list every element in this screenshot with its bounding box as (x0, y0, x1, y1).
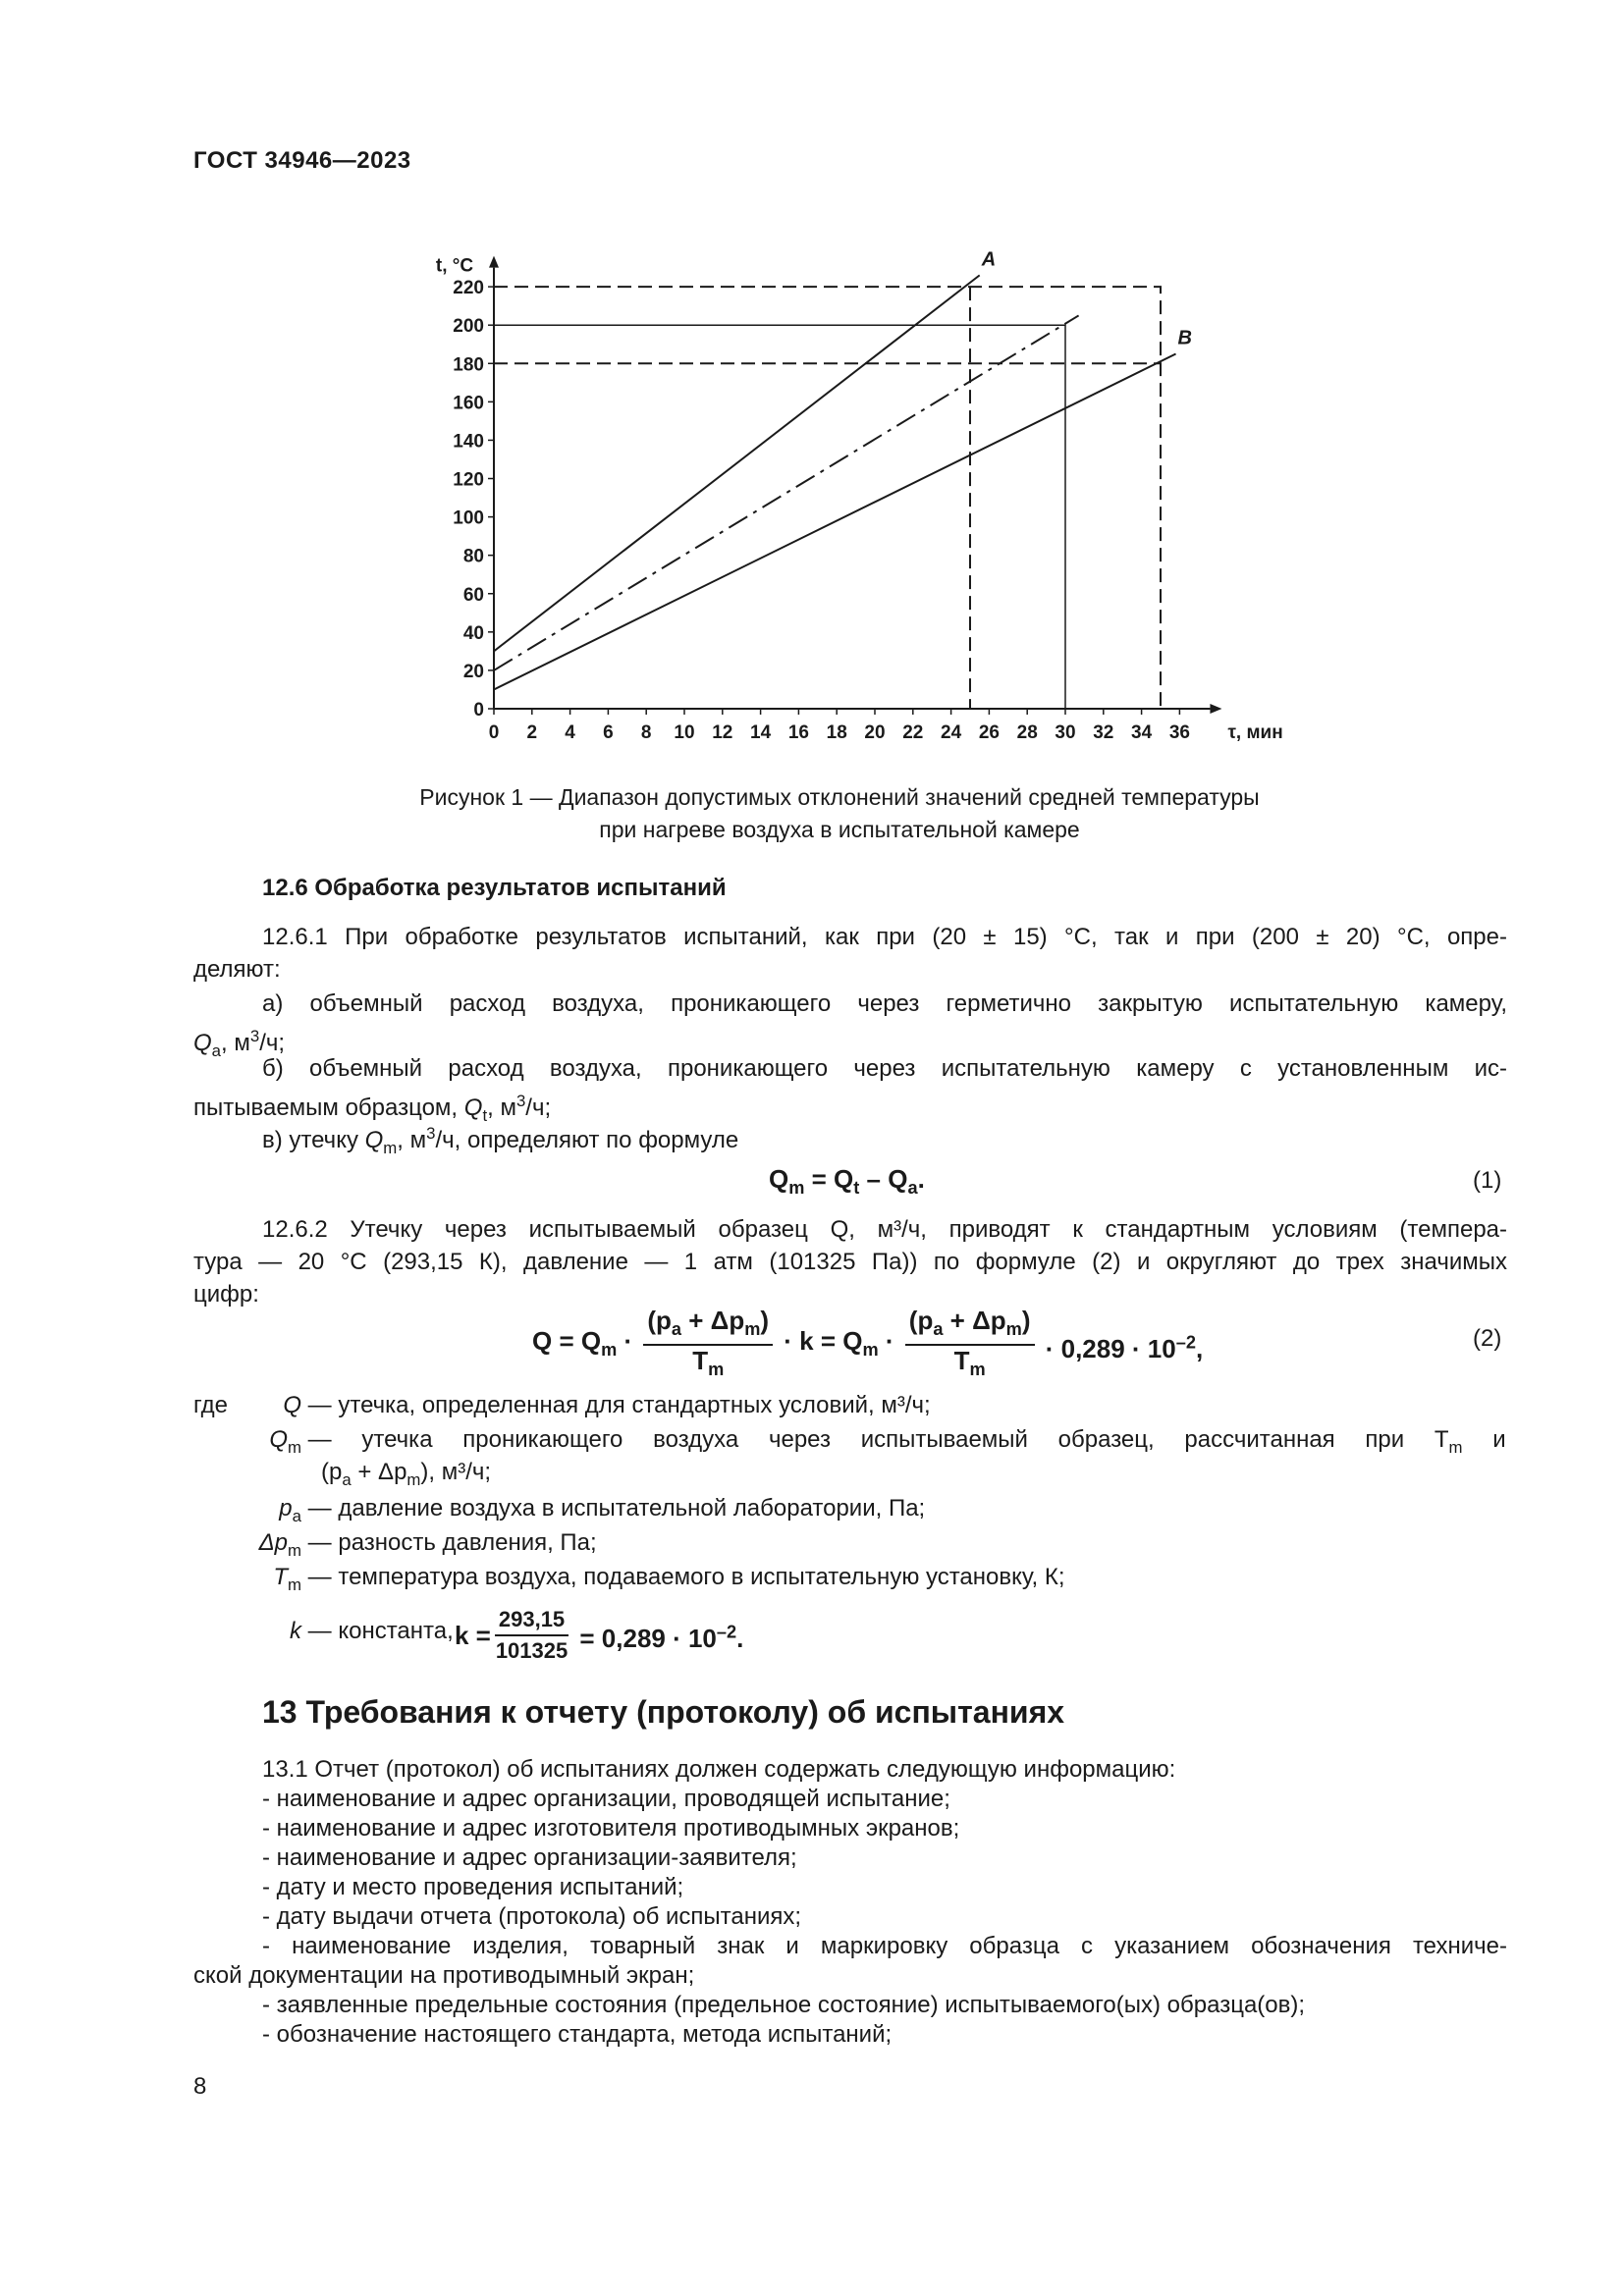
chart-svg (373, 221, 1296, 761)
series-line (494, 275, 980, 651)
series-line (494, 315, 1079, 669)
x-tick-label: 16 (787, 722, 809, 743)
x-tick-label: 6 (603, 722, 614, 743)
x-tick-label: 24 (941, 722, 962, 743)
equation-2: $Q = Q_m$ · $\frac{(p_a + \Delta p_m)}{T_m}$ · $k = Q_m$ · $\frac{(p_a + \Delta p_m)}{T_m}$ · $0,289 \cdot 10^{-2}$, (532, 1306, 1203, 1384)
x-tick-label: 4 (565, 722, 575, 743)
x-tick-label: 2 (526, 722, 538, 743)
y-tick-label: 220 (453, 278, 484, 299)
x-tick-label: 0 (488, 722, 500, 743)
x-axis-arrow (1210, 704, 1221, 714)
section-13-heading: 13 Требования к отчету (протоколу) об испытаниях (262, 1694, 1065, 1730)
series-label: A (981, 248, 997, 271)
s13-item-7: - заявленные предельные состояния (предельное состояние) испытываемого(ых) образца(ов); (262, 1992, 1306, 2018)
x-tick-label: 8 (640, 722, 652, 743)
y-tick-label: 100 (453, 507, 484, 529)
reference-line (494, 287, 1161, 709)
eq2-fraction-2: $\frac{(p_a + \Delta p_m)}{T_m}$ (905, 1306, 1035, 1384)
item-b-line1: б) объемный расход воздуха, проникающего через испытательную камеру с установленным ис- (262, 1055, 1507, 1082)
x-tick-label: 14 (750, 722, 772, 743)
s13-item-1: - наименование и адрес организации, проводящей испытание; (262, 1786, 950, 1812)
p-12-6-2-line1: 12.6.2 Утечку через испытываемый образец Q, м³/ч, приводят к стандартным условиям (темпера- (262, 1216, 1507, 1243)
def-qm-line2: $(p_a + \Delta p_m)$, м³/ч; (321, 1459, 492, 1489)
equation-2-number: (2) (1473, 1325, 1502, 1352)
k-fraction: $\frac{293,15}{101325}$ (495, 1607, 568, 1663)
y-tick-label: 80 (462, 546, 484, 567)
y-axis-arrow (489, 256, 499, 268)
x-tick-label: 32 (1093, 722, 1114, 743)
p-12-6-2-line3: цифр: (193, 1281, 259, 1308)
y-tick-label: 60 (462, 584, 484, 606)
s13-item-5: - дату выдачи отчета (протокола) об испытаниях; (262, 1903, 802, 1930)
caption-line-1: Рисунок 1 — Диапазон допустимых отклонений значений средней температуры (419, 784, 1260, 810)
x-axis-label: τ, мин (1227, 722, 1283, 743)
x-tick-label: 34 (1131, 722, 1153, 743)
where-intro: где (193, 1392, 229, 1418)
y-tick-label: 140 (453, 431, 484, 453)
def-k: k — константа, (290, 1618, 454, 1644)
def-tm: $T_m$ — температура воздуха, подаваемого в испытательную установку, К; (273, 1564, 1065, 1594)
section-12-6-heading: 12.6 Обработка результатов испытаний (262, 875, 727, 901)
s13-intro: 13.1 Отчет (протокол) об испытаниях должен содержать следующую информацию: (262, 1756, 1176, 1783)
def-dpm: $\Delta p_m$ — разность давления, Па; (258, 1529, 597, 1560)
y-tick-label: 40 (462, 622, 484, 644)
y-tick-label: 200 (453, 316, 484, 338)
series-label: B (1177, 327, 1192, 349)
series-line (494, 354, 1176, 690)
k-formula: k = $\frac{293,15}{101325}$ = $0,289 \cdot 10^{-2}$. (455, 1605, 743, 1666)
p-12-6-2-line2: тура — 20 °С (293,15 К), давление — 1 атм (101325 Па)) по формуле (2) и округляют до трех значимых (193, 1249, 1507, 1275)
x-tick-label: 36 (1168, 722, 1190, 743)
document-code: ГОСТ 34946—2023 (193, 147, 411, 174)
figure-caption (295, 781, 1384, 846)
reference-line (494, 325, 1065, 709)
equation-1-number: (1) (1473, 1167, 1502, 1194)
item-a-line2: $Q_a$, $м^3/ч$; (193, 1027, 286, 1060)
s13-item-2: - наименование и адрес изготовителя противодымных экранов; (262, 1815, 960, 1842)
equation-1: $Q_m = Q_t - Q_a$. (769, 1164, 925, 1199)
page-number: 8 (193, 2073, 207, 2100)
s13-item-8: - обозначение настоящего стандарта, метода испытаний; (262, 2021, 893, 2048)
caption-line-2: при нагреве воздуха в испытательной камере (599, 817, 1080, 842)
y-axis-label: t, °C (435, 255, 474, 277)
def-pa: $p_a$ — давление воздуха в испытательной лаборатории, Па; (279, 1495, 926, 1525)
y-tick-label: 0 (473, 700, 484, 721)
item-c: в) утечку $Q_m$, $м^3/ч$, определяют по формуле (262, 1124, 739, 1157)
def-q: Q — утечка, определенная для стандартных условий, м³/ч; (283, 1392, 931, 1418)
x-tick-label: 28 (1016, 722, 1038, 743)
x-tick-label: 10 (674, 722, 695, 743)
y-tick-label: 180 (453, 354, 484, 376)
s13-item-3: - наименование и адрес организации-заявителя; (262, 1844, 797, 1871)
item-a-line1: а) объемный расход воздуха, проникающего через герметично закрытую испытательную камеру, (262, 990, 1507, 1017)
x-tick-label: 12 (712, 722, 733, 743)
s13-item-6: - наименование изделия, товарный знак и маркировку образца с указанием обозначения техниче- (262, 1933, 1507, 1959)
eq2-fraction-1: $\frac{(p_a + \Delta p_m)}{T_m}$ (643, 1306, 773, 1384)
x-tick-label: 26 (978, 722, 1000, 743)
def-qm: $Q_m$ — утечка проникающего воздуха через испытываемый образец, рассчитанная при $T_m$ и (269, 1426, 1506, 1457)
s13-item-6-cont: ской документации на противодымный экран; (193, 1962, 695, 1989)
y-tick-label: 160 (453, 393, 484, 414)
x-tick-label: 30 (1055, 722, 1076, 743)
x-tick-label: 22 (902, 722, 924, 743)
x-tick-label: 20 (864, 722, 886, 743)
y-tick-label: 20 (462, 661, 484, 682)
y-tick-label: 120 (453, 469, 484, 491)
s13-item-4: - дату и место проведения испытаний; (262, 1874, 684, 1900)
p-12-6-1-line1: 12.6.1 При обработке результатов испытаний, как при (20 ± 15) °С, так и при (200 ± 20) °С, опре- (262, 924, 1507, 950)
p-12-6-1-line2: деляют: (193, 956, 281, 983)
x-tick-label: 18 (826, 722, 847, 743)
item-b-line2: пытываемым образцом, $Q_t$, $м^3/ч$; (193, 1092, 552, 1125)
temperature-chart (373, 221, 1296, 761)
